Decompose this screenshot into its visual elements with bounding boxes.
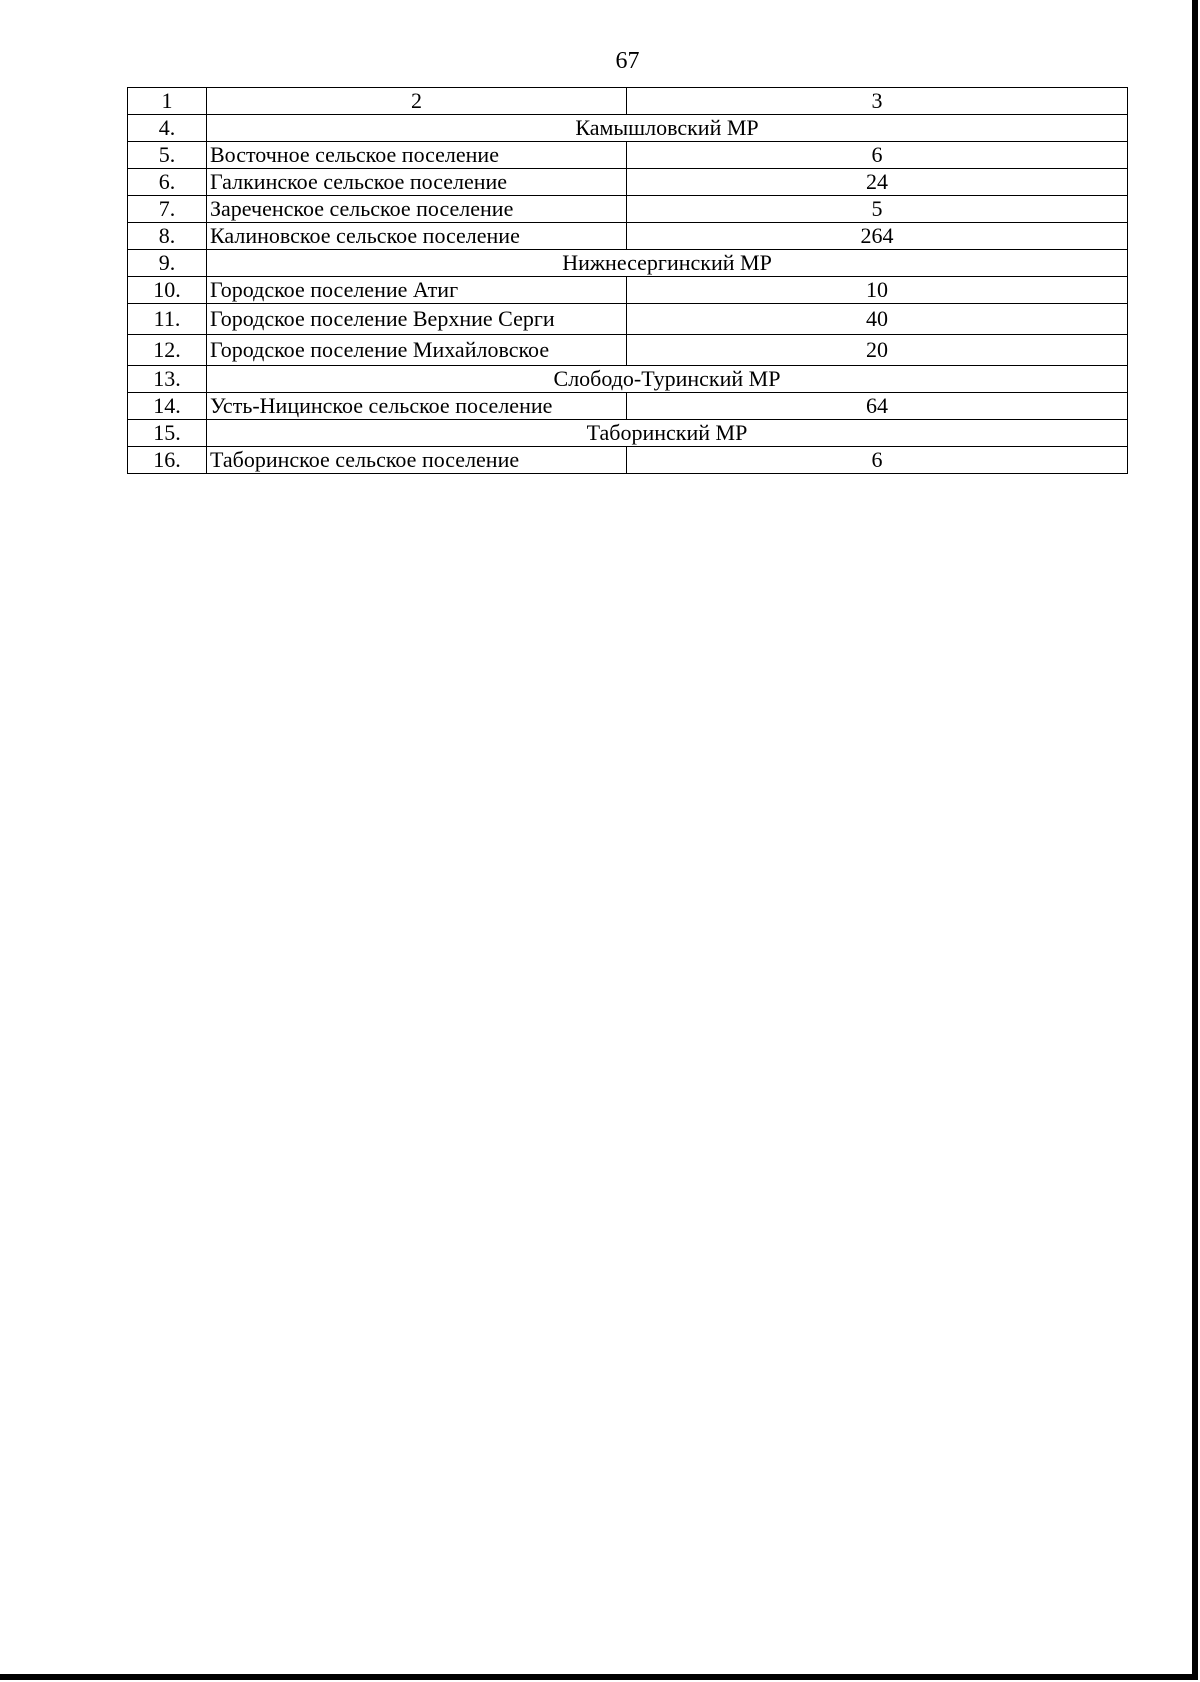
table-row [128,393,1128,420]
header-cell-2: 2 [207,88,627,115]
row-name: Зареченское сельское поселение [207,196,627,223]
row-number: 8. [128,223,207,250]
table-row [128,335,1128,366]
row-number: 7. [128,196,207,223]
row-value: 40 [627,304,1128,335]
row-value: 64 [627,393,1128,420]
row-value: 6 [627,447,1128,474]
data-table [127,87,1128,474]
row-number: 16. [128,447,207,474]
header-cell-3: 3 [627,88,1128,115]
row-name: Городское поселение Михайловское [207,335,627,366]
group-row [128,366,1128,393]
row-number: 5. [128,142,207,169]
group-row [128,115,1128,142]
row-number: 13. [128,366,207,393]
table-row [128,223,1128,250]
row-value: 24 [627,169,1128,196]
row-name: Восточное сельское поселение [207,142,627,169]
table-row [128,142,1128,169]
row-value: 10 [627,277,1128,304]
row-value: 264 [627,223,1128,250]
table-header-row [128,88,1128,115]
row-number: 10. [128,277,207,304]
header-cell-1: 1 [128,88,207,115]
table-row [128,304,1128,335]
table-row [128,277,1128,304]
row-number: 6. [128,169,207,196]
group-row [128,420,1128,447]
table-row [128,169,1128,196]
page-number: 67 [615,48,640,74]
row-number: 14. [128,393,207,420]
group-label: Нижнесергинский МР [207,250,1128,277]
row-name: Галкинское сельское поселение [207,169,627,196]
row-value: 5 [627,196,1128,223]
row-name: Калиновское сельское поселение [207,223,627,250]
table-row [128,196,1128,223]
row-number: 11. [128,304,207,335]
row-number: 15. [128,420,207,447]
group-label: Слободо-Туринский МР [207,366,1128,393]
row-name: Городское поселение Верхние Серги [207,304,627,335]
row-number: 12. [128,335,207,366]
group-label: Таборинский МР [207,420,1128,447]
row-name: Таборинское сельское поселение [207,447,627,474]
row-name: Усть-Ницинское сельское поселение [207,393,627,420]
row-name: Городское поселение Атиг [207,277,627,304]
row-number: 9. [128,250,207,277]
table-row [128,447,1128,474]
row-value: 6 [627,142,1128,169]
row-number: 4. [128,115,207,142]
group-label: Камышловский МР [207,115,1128,142]
row-value: 20 [627,335,1128,366]
group-row [128,250,1128,277]
